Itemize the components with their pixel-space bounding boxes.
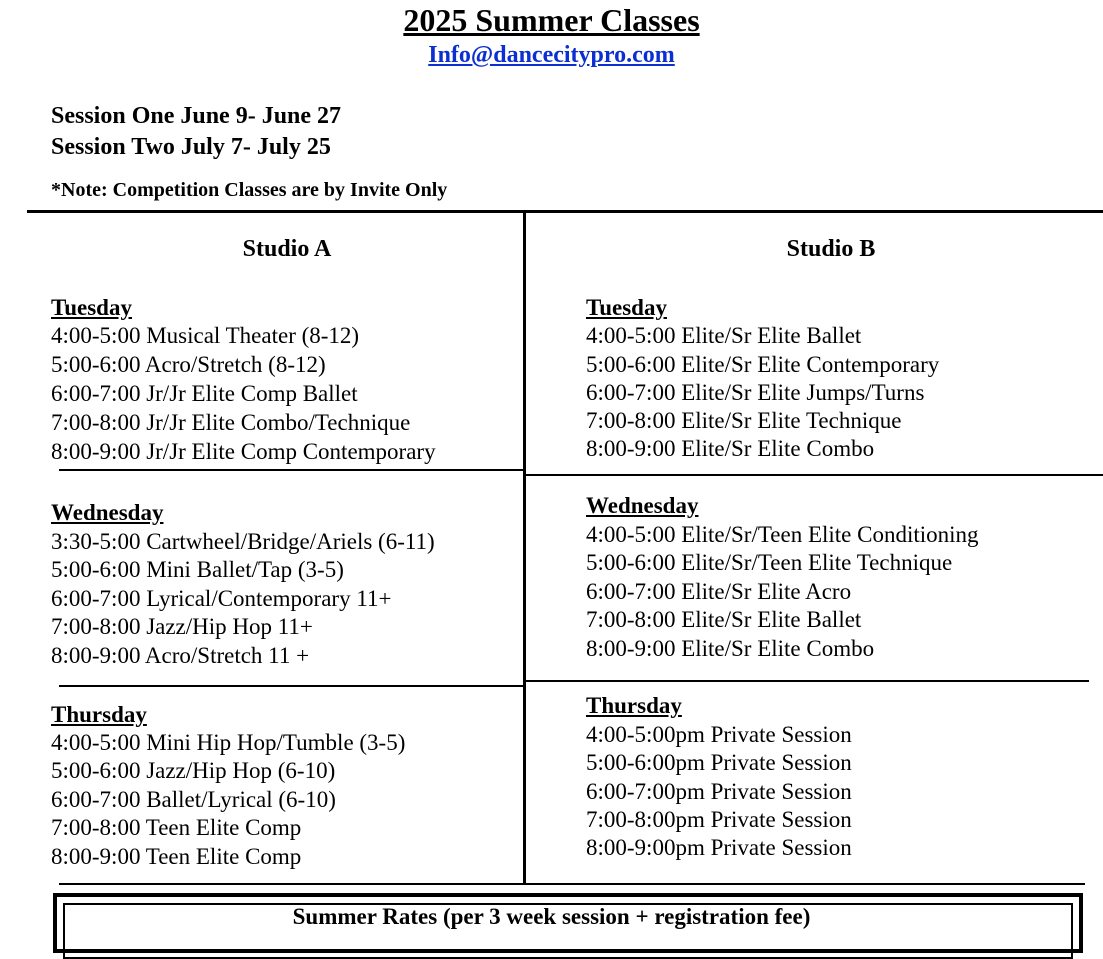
class-item: 7:00-8:00 Elite/Sr Elite Technique bbox=[586, 408, 902, 433]
column-divider bbox=[523, 212, 526, 884]
summer-rates-heading: Summer Rates (per 3 week session + registration fee) bbox=[292, 904, 811, 929]
class-item: 5:00-6:00 Acro/Stretch (8-12) bbox=[51, 352, 326, 377]
session-one-dates: Session One June 9- June 27 bbox=[51, 103, 342, 129]
class-item: 8:00-9:00 Jr/Jr Elite Comp Contemporary bbox=[51, 439, 436, 464]
class-item: 6:00-7:00 Elite/Sr Elite Acro bbox=[586, 579, 852, 604]
studio-a-thursday-heading: Thursday bbox=[51, 702, 147, 727]
studio-a-tuesday-heading: Tuesday bbox=[51, 295, 132, 320]
class-item: 4:00-5:00 Mini Hip Hop/Tumble (3-5) bbox=[51, 730, 406, 755]
studio-b-divider-2 bbox=[526, 680, 1089, 682]
studio-b-heading: Studio B bbox=[786, 236, 876, 262]
class-item: 7:00-8:00 Teen Elite Comp bbox=[51, 815, 302, 840]
studio-b-thursday-heading: Thursday bbox=[586, 693, 682, 718]
class-item: 8:00-9:00 Elite/Sr Elite Combo bbox=[586, 436, 875, 461]
class-item: 6:00-7:00 Ballet/Lyrical (6-10) bbox=[51, 787, 336, 812]
email-link[interactable]: Info@dancecitypro.com bbox=[428, 42, 675, 68]
class-item: 4:00-5:00 Elite/Sr Elite Ballet bbox=[586, 323, 862, 348]
class-item: 6:00-7:00 Elite/Sr Elite Jumps/Turns bbox=[586, 380, 925, 405]
studio-b-tuesday-heading: Tuesday bbox=[586, 295, 667, 320]
class-item: 7:00-8:00 Jazz/Hip Hop 11+ bbox=[51, 614, 313, 639]
studio-a-divider-2 bbox=[59, 685, 525, 687]
class-item: 8:00-9:00 Acro/Stretch 11 + bbox=[51, 643, 310, 668]
class-item: 3:30-5:00 Cartwheel/Bridge/Ariels (6-11) bbox=[51, 529, 435, 554]
class-item: 7:00-8:00pm Private Session bbox=[586, 807, 852, 832]
class-item: 5:00-6:00 Jazz/Hip Hop (6-10) bbox=[51, 758, 336, 783]
studio-a-divider-1 bbox=[59, 469, 525, 471]
table-bottom-border bbox=[59, 883, 1085, 885]
class-item: 6:00-7:00pm Private Session bbox=[586, 779, 852, 804]
studio-a-heading: Studio A bbox=[242, 236, 332, 262]
studio-b-wednesday-heading: Wednesday bbox=[586, 493, 699, 518]
table-top-border bbox=[27, 210, 1103, 213]
class-item: 5:00-6:00 Elite/Sr/Teen Elite Technique bbox=[586, 550, 953, 575]
class-item: 6:00-7:00 Lyrical/Contemporary 11+ bbox=[51, 586, 392, 611]
class-item: 4:00-5:00 Musical Theater (8-12) bbox=[51, 323, 360, 348]
class-item: 7:00-8:00 Elite/Sr Elite Ballet bbox=[586, 607, 862, 632]
class-item: 5:00-6:00pm Private Session bbox=[586, 750, 852, 775]
class-item: 4:00-5:00 Elite/Sr/Teen Elite Conditioning bbox=[586, 522, 979, 547]
competition-note: *Note: Competition Classes are by Invite Only bbox=[51, 179, 448, 201]
class-item: 8:00-9:00 Teen Elite Comp bbox=[51, 844, 302, 869]
page-title: 2025 Summer Classes bbox=[403, 2, 700, 38]
class-item: 4:00-5:00pm Private Session bbox=[586, 722, 852, 747]
class-item: 5:00-6:00 Elite/Sr Elite Contemporary bbox=[586, 352, 940, 377]
class-item: 7:00-8:00 Jr/Jr Elite Combo/Technique bbox=[51, 410, 411, 435]
session-two-dates: Session Two July 7- July 25 bbox=[51, 134, 331, 160]
studio-b-divider-1 bbox=[526, 474, 1103, 476]
class-item: 6:00-7:00 Jr/Jr Elite Comp Ballet bbox=[51, 381, 358, 406]
class-item: 8:00-9:00pm Private Session bbox=[586, 835, 852, 860]
studio-a-wednesday-heading: Wednesday bbox=[51, 500, 164, 525]
class-item: 8:00-9:00 Elite/Sr Elite Combo bbox=[586, 636, 875, 661]
class-item: 5:00-6:00 Mini Ballet/Tap (3-5) bbox=[51, 557, 344, 582]
